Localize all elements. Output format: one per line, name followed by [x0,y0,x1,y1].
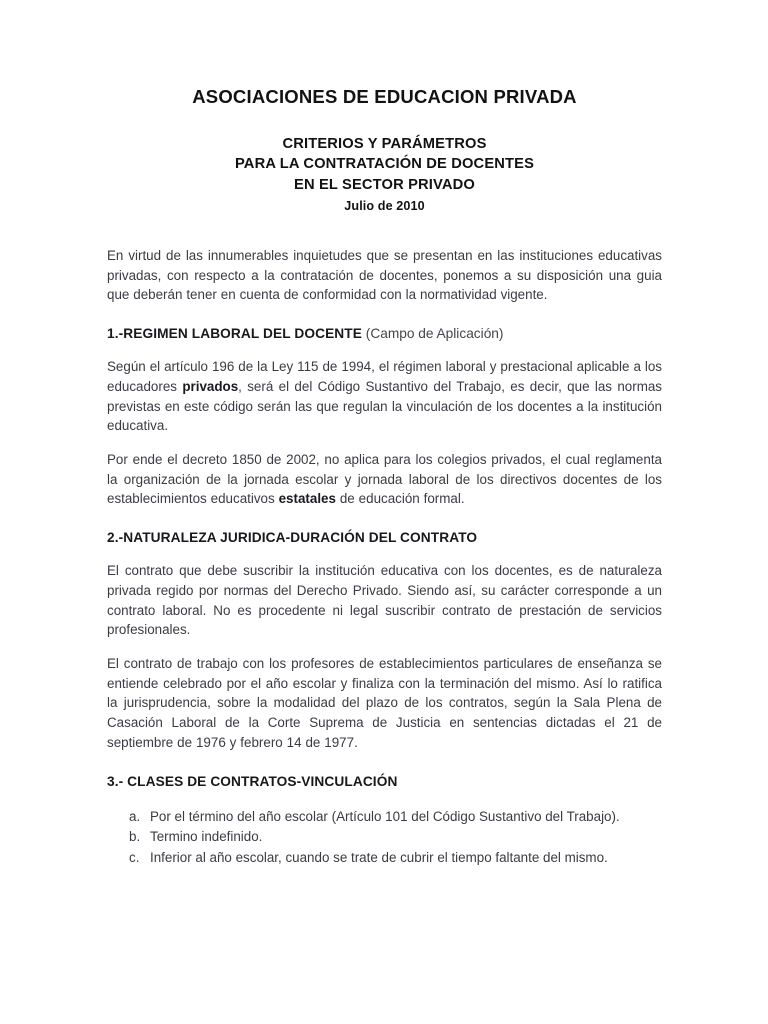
subtitle-line-2: PARA LA CONTRATACIÓN DE DOCENTES [234,156,535,173]
page-title: ASOCIACIONES DE EDUCACION PRIVADA [192,86,577,107]
document-date: Julio de 2010 [344,198,425,213]
plain-text: Por ende el decreto 1850 de 2002, no aplica para los colegios privados, el cual reglamenta la organización de la jornada escolar y jornada laboral de los directivos docentes de los establecimientos educativos [107,451,662,507]
list-item-marker: b. [129,829,141,845]
section-heading-2 [107,528,662,547]
section-heading-2-text: 2.-NATURALEZA JURIDICA-DURACIÓN DEL CONTRATO [107,530,478,546]
plain-text: , será el del Código Sustantivo del Trabajo, es decir, que las normas previstas en este código serán las que regulan la vinculación de los docentes a la institución educativa. [107,378,662,434]
section-heading-3 [107,772,662,791]
subtitle-line-1: CRITERIOS Y PARÁMETROS [282,136,487,153]
emphasis-text: estatales [278,491,336,507]
section-2-paragraph-2 [107,654,662,753]
section-heading-1 [107,324,662,343]
plain-text: El contrato que debe suscribir la institución educativa con los docentes, es de naturaleza privada regido por normas del Derecho Privado. Siendo así, su carácter corresponde a un contrato laboral. No es procedente ni legal suscribir contrato de prestación de servicios profesionales. [107,563,662,638]
section-heading-1-note: (Campo de Aplicación) [361,325,504,341]
emphasis-text: privados [182,378,239,394]
section-heading-3-text: 3.- CLASES DE CONTRATOS-VINCULACIÓN [107,773,398,789]
section-1-paragraph-1 [107,357,662,436]
subtitle-line-3: EN EL SECTOR PRIVADO [294,176,475,193]
document-subtitle-block [107,134,662,216]
plain-text: Según el artículo 196 de la Ley 115 de 1994, el régimen laboral y prestacional aplicable a los educadores [107,359,662,394]
list-item-marker: a. [129,808,141,824]
list-item-label: Termino indefinido. [150,829,263,845]
plain-text: El contrato de trabajo con los profesores de establecimientos particulares de enseñanza se entiende celebrado por el año escolar y finaliza con la terminación del mismo. Así lo ratifica la jurisprudencia, sobre la modalidad del plazo de los contratos, según la Sala Plena de Casación Laboral de la Corte Suprema de Justicia en sentencias dictadas el 21 de septiembre de 1976 y febrero 14 de 1977. [107,656,662,750]
list-item-marker: c. [129,850,140,866]
section-heading-1-text: 1.-REGIMEN LABORAL DEL DOCENTE [107,325,362,341]
section-2-paragraph-1 [107,561,662,640]
list-item-label: Por el término del año escolar (Artículo 101 del Código Sustantivo del Trabajo). [150,808,620,824]
list-item [107,807,662,827]
contract-types-list [107,807,662,868]
list-item-label: Inferior al año escolar, cuando se trate de cubrir el tiempo faltante del mismo. [150,850,608,866]
plain-text: de educación formal. [335,491,465,507]
section-1-paragraph-2 [107,450,662,509]
intro-paragraph: En virtud de las innumerables inquietudes que se presentan en las instituciones educativas privadas, con respecto a la contratación de docentes, ponemos a su disposición una guia que deberán tener en cuenta de conformidad con la normatividad vigente. [107,247,662,303]
list-item [107,827,662,847]
document-content [107,0,662,869]
list-item [107,848,662,868]
